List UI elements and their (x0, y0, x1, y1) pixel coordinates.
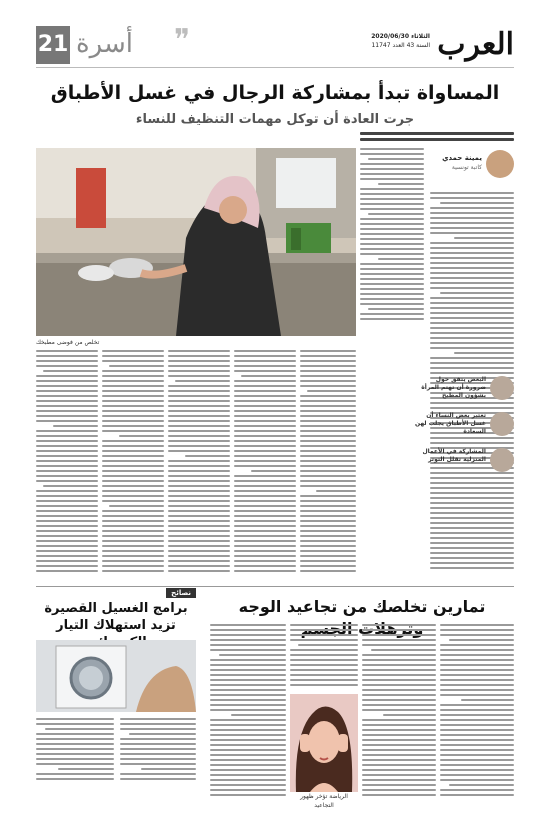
tips-column-1 (120, 718, 196, 783)
newspaper-logo: العرب (437, 27, 514, 62)
washing-machine-photo (36, 640, 196, 712)
quote-person-avatar (490, 448, 514, 472)
quote-person-avatar (490, 376, 514, 400)
masthead (36, 24, 514, 68)
tips-title: برامج الغسيل القصيرة تزيد استهلاك التيار (44, 601, 188, 633)
intro-paragraph (360, 132, 514, 144)
quote-person-avatar (490, 412, 514, 436)
woman-face-illustration (290, 694, 358, 792)
sidebar-quote-3 (414, 448, 514, 478)
exercise-column-2 (362, 624, 436, 799)
page-number: 21 (36, 26, 70, 64)
section-divider (36, 586, 514, 587)
article-column-6 (36, 350, 98, 575)
sidebar-quote-text: البعض يتفق حول ضرورة أن تهتم المرأة بشؤون المطبخ (421, 376, 486, 399)
exercise-headline: تمارين تخلصك من تجاعيد الوجه (238, 597, 486, 616)
tips-column-2 (36, 718, 114, 783)
exercise-column-1 (440, 624, 514, 799)
issue-number: السنة 43 العدد 11747 (371, 42, 430, 49)
article-column-3 (234, 350, 296, 575)
author-avatar (486, 150, 514, 178)
exercise-photo-caption: الرياضة تؤخر ظهور التجاعيد (300, 793, 348, 809)
sidebar-quote-text: تعتبر بعض النساء أن غسل الأطباق يجلب لهن السعادة (414, 412, 486, 435)
sidebar-quote-1 (414, 376, 514, 406)
tips-box (36, 588, 196, 792)
article-column-2 (300, 350, 356, 575)
main-photo-caption: تخلص من فوضى مطبخك (36, 339, 100, 346)
section-title: أسرة (76, 29, 133, 59)
article-column-4 (168, 350, 230, 575)
main-headline: المساواة تبدأ بمشاركة الرجال في غسل الأطباق (50, 82, 500, 104)
author-role: كاتبة تونسية (451, 164, 482, 171)
main-photo (36, 148, 356, 336)
author-name: يمينة حمدي (442, 154, 482, 162)
exercise-photo (290, 694, 358, 792)
kitchen-photo-illustration (36, 148, 356, 336)
issue-date: الثلاثاء 2020/06/30 (371, 33, 430, 40)
issue-info (371, 32, 430, 50)
article-column-5 (102, 350, 164, 575)
washing-machine-illustration (36, 640, 196, 712)
article-column-1 (360, 148, 424, 323)
tips-tag: نصائح (166, 588, 196, 598)
exercise-column-3 (290, 624, 358, 689)
sidebar-quote-2 (414, 412, 514, 442)
quote-mark-icon: ❞ (174, 23, 191, 58)
sidebar-quote-text: المشاركة في الأعمال المنزلية تقلل التوتر (422, 448, 486, 463)
main-subhead: جرت العادة أن توكل مهمات التنظيف للنساء (135, 112, 415, 127)
exercise-column-4 (210, 624, 286, 799)
